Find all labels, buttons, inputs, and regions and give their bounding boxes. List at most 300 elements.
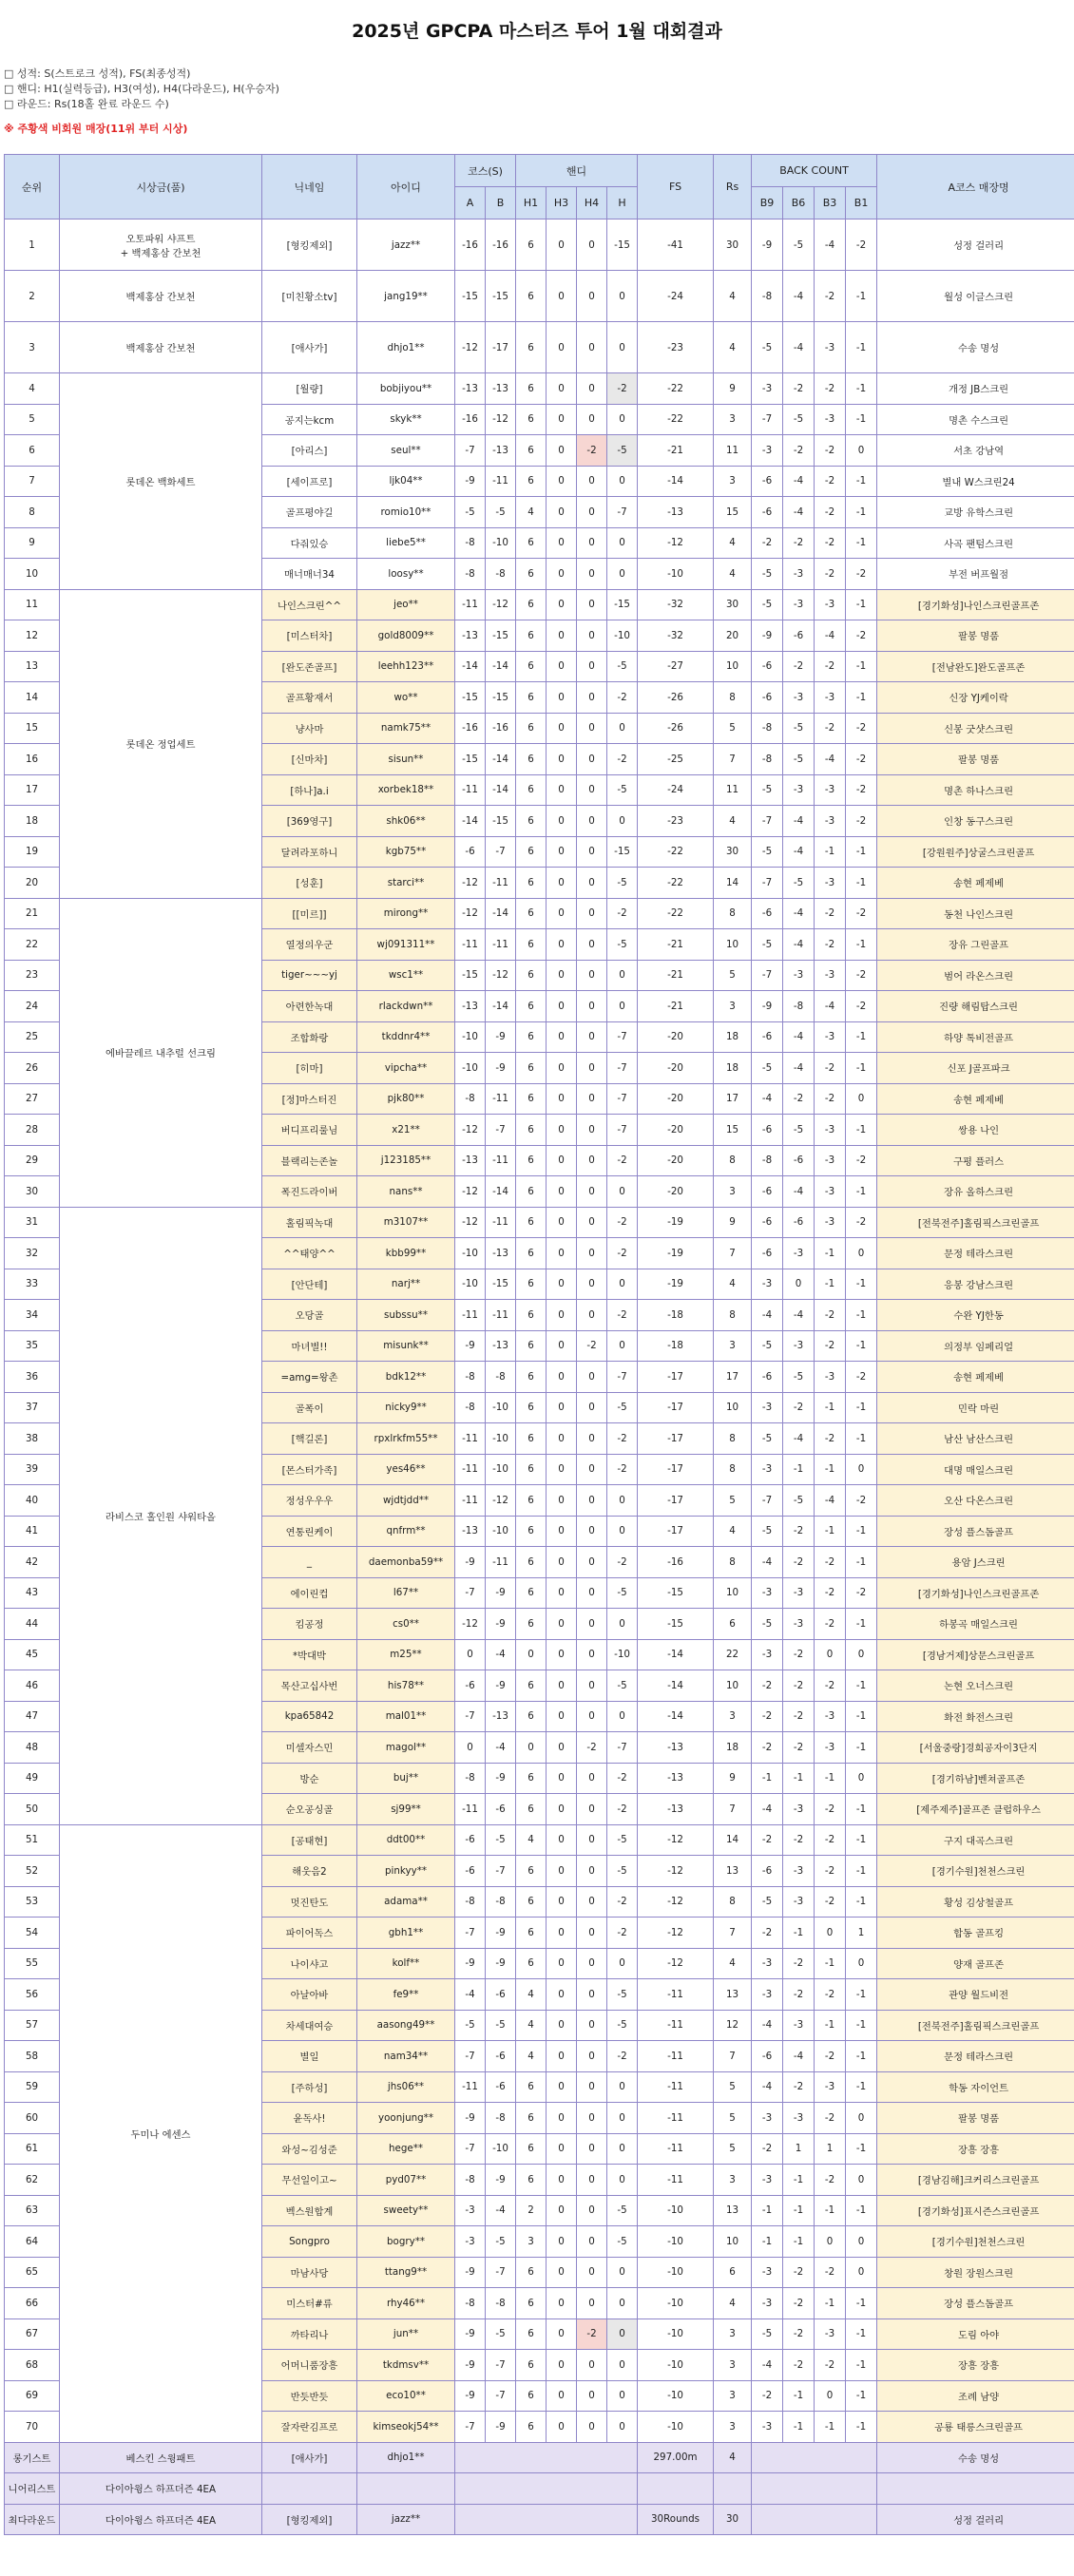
rank-cell: 28 (5, 1115, 60, 1146)
id-cell: skyk** (357, 404, 455, 435)
nickname-cell: [미친황소tv] (262, 271, 357, 322)
table-row (5, 373, 1074, 405)
course-b-cell: -5 (486, 497, 516, 528)
h-cell: 0 (607, 2412, 638, 2443)
b9-cell: -9 (752, 620, 783, 652)
store-cell: [전북전주]홀림픽스크린골프 (877, 2010, 1074, 2041)
b1-cell: -2 (846, 774, 877, 806)
rs-cell: 6 (714, 1609, 752, 1640)
award-store: 성정 걸러리 (877, 2504, 1074, 2535)
h1-cell: 2 (516, 2195, 547, 2226)
h-cell: 0 (607, 991, 638, 1022)
award-fs: 297.00m (638, 2442, 714, 2473)
header-fs: FS (638, 155, 714, 219)
id-cell: misunk** (357, 1330, 455, 1362)
h-cell: -2 (607, 1207, 638, 1238)
h4-cell: 0 (577, 1856, 607, 1887)
h4-cell: 0 (577, 929, 607, 961)
course-b-cell: -10 (486, 2133, 516, 2165)
fs-cell: -17 (638, 1362, 714, 1393)
b6-cell: -3 (783, 589, 815, 620)
h-cell: -2 (607, 2041, 638, 2072)
nickname-cell: 연통린케이 (262, 1516, 357, 1547)
h1-cell: 6 (516, 960, 547, 991)
h-cell: 0 (607, 1269, 638, 1300)
prize-cell: 두미나 에센스 (60, 1824, 262, 2442)
course-a-cell: -9 (455, 466, 486, 497)
store-cell: 신봉 굿샷스크린 (877, 713, 1074, 744)
rs-cell: 5 (714, 2071, 752, 2103)
rs-cell: 4 (714, 527, 752, 559)
h-cell: 0 (607, 806, 638, 837)
rs-cell: 20 (714, 620, 752, 652)
b1-cell: -1 (846, 271, 877, 322)
fs-cell: -41 (638, 219, 714, 271)
course-b-cell: -10 (486, 1392, 516, 1423)
id-cell: gold8009** (357, 620, 455, 652)
store-cell: 송현 페제베 (877, 868, 1074, 899)
h1-cell: 6 (516, 1670, 547, 1702)
h4-cell: 0 (577, 404, 607, 435)
b9-cell: -6 (752, 1115, 783, 1146)
b3-cell: -1 (815, 2010, 846, 2041)
rs-cell: 8 (714, 1547, 752, 1578)
b6-cell: -2 (783, 435, 815, 467)
b6-cell: -3 (783, 1856, 815, 1887)
b9-cell: -3 (752, 1948, 783, 1979)
h-cell: -2 (607, 1794, 638, 1825)
b1-cell: -1 (846, 589, 877, 620)
id-cell: aasong49** (357, 2010, 455, 2041)
rank-cell: 62 (5, 2165, 60, 2196)
b1-cell: -1 (846, 497, 877, 528)
h3-cell: 0 (547, 219, 577, 271)
rs-cell: 30 (714, 589, 752, 620)
h1-cell: 6 (516, 744, 547, 775)
course-a-cell: -7 (455, 1918, 486, 1949)
nickname-cell: 잘자란김프로 (262, 2412, 357, 2443)
rs-cell: 4 (714, 1948, 752, 1979)
prize-cell: 백제홍삼 간보천 (60, 271, 262, 322)
h3-cell: 0 (547, 1794, 577, 1825)
course-b-cell: -15 (486, 682, 516, 714)
award-label: 최다라운드 (5, 2504, 60, 2535)
rank-cell: 46 (5, 1670, 60, 1702)
award-store (877, 2473, 1074, 2505)
course-a-cell: -11 (455, 774, 486, 806)
rs-cell: 3 (714, 1330, 752, 1362)
b1-cell: 0 (846, 1238, 877, 1269)
h4-cell: 0 (577, 271, 607, 322)
rank-cell: 26 (5, 1053, 60, 1084)
h4-cell: 0 (577, 2380, 607, 2412)
award-empty (752, 2504, 877, 2535)
fs-cell: -14 (638, 1639, 714, 1670)
id-cell: dhjo1** (357, 322, 455, 373)
course-b-cell: -12 (486, 404, 516, 435)
fs-cell: -17 (638, 1454, 714, 1485)
fs-cell: -20 (638, 1021, 714, 1053)
store-cell: [경남거제]상문스크린골프 (877, 1639, 1074, 1670)
id-cell: kgb75** (357, 836, 455, 868)
id-cell: jun** (357, 2318, 455, 2350)
h3-cell: 0 (547, 435, 577, 467)
rs-cell: 3 (714, 1176, 752, 1208)
id-cell: shk06** (357, 806, 455, 837)
b6-cell: -2 (783, 1639, 815, 1670)
h-cell: -15 (607, 219, 638, 271)
b3-cell: -3 (815, 1176, 846, 1208)
course-a-cell: -14 (455, 806, 486, 837)
b3-cell: -3 (815, 682, 846, 714)
h4-cell: 0 (577, 898, 607, 929)
store-cell: 용암 J스크린 (877, 1547, 1074, 1578)
h-cell: -7 (607, 1021, 638, 1053)
b3-cell: -4 (815, 744, 846, 775)
b9-cell: -3 (752, 1577, 783, 1609)
store-cell: 신포 J골프파크 (877, 1053, 1074, 1084)
b3-cell: 0 (815, 2380, 846, 2412)
fs-cell: -13 (638, 1732, 714, 1764)
b1-cell: -2 (846, 806, 877, 837)
h1-cell: 6 (516, 1794, 547, 1825)
b9-cell: -2 (752, 1670, 783, 1702)
course-a-cell: -10 (455, 1021, 486, 1053)
h1-cell: 6 (516, 2380, 547, 2412)
b3-cell: -3 (815, 589, 846, 620)
nickname-cell: 열정의우군 (262, 929, 357, 961)
b6-cell: -5 (783, 1115, 815, 1146)
notice-non-member: ※ 주황색 비회원 매장(11위 부터 시상) (4, 123, 188, 135)
fs-cell: -17 (638, 1392, 714, 1423)
course-a-cell: -12 (455, 1115, 486, 1146)
course-a-cell: -9 (455, 1948, 486, 1979)
h1-cell: 6 (516, 1577, 547, 1609)
store-cell: 송현 페제베 (877, 1362, 1074, 1393)
h3-cell: 0 (547, 1856, 577, 1887)
h4-cell: 0 (577, 1670, 607, 1702)
store-cell: 교방 유학스크린 (877, 497, 1074, 528)
h-cell: -5 (607, 1856, 638, 1887)
id-cell: rlackdwn** (357, 991, 455, 1022)
b9-cell: -6 (752, 1021, 783, 1053)
header-nickname: 닉네임 (262, 155, 357, 219)
b3-cell: -4 (815, 1485, 846, 1517)
h3-cell: 0 (547, 1207, 577, 1238)
b6-cell: -3 (783, 1609, 815, 1640)
course-a-cell: -9 (455, 2318, 486, 2350)
store-cell: 장흥 장흥 (877, 2350, 1074, 2381)
course-a-cell: -8 (455, 2165, 486, 2196)
rs-cell: 5 (714, 960, 752, 991)
store-cell: [경기화성]나인스크린골프존 (877, 589, 1074, 620)
h-cell: -10 (607, 1639, 638, 1670)
fs-cell: -15 (638, 1609, 714, 1640)
h1-cell: 6 (516, 1485, 547, 1517)
fs-cell: -16 (638, 1547, 714, 1578)
course-b-cell: -12 (486, 960, 516, 991)
b6-cell: 0 (783, 1269, 815, 1300)
rank-cell: 18 (5, 806, 60, 837)
course-b-cell: -11 (486, 929, 516, 961)
rank-cell: 15 (5, 713, 60, 744)
b6-cell: -1 (783, 2380, 815, 2412)
id-cell: jang19** (357, 271, 455, 322)
h3-cell: 0 (547, 2133, 577, 2165)
store-cell: 사곡 팬텀스크린 (877, 527, 1074, 559)
b3-cell: 0 (815, 1639, 846, 1670)
store-cell: 수완 YJ한동 (877, 1300, 1074, 1331)
h1-cell: 6 (516, 651, 547, 682)
h-cell: -5 (607, 868, 638, 899)
prize-cell: 백제홍삼 간보천 (60, 322, 262, 373)
b3-cell: -2 (815, 1053, 846, 1084)
h1-cell: 6 (516, 2103, 547, 2134)
header-a: A (455, 187, 486, 219)
b3-cell: -2 (815, 1577, 846, 1609)
rs-cell: 7 (714, 1238, 752, 1269)
b9-cell: -4 (752, 2350, 783, 2381)
h3-cell: 0 (547, 1176, 577, 1208)
b6-cell: -2 (783, 527, 815, 559)
h3-cell: 0 (547, 898, 577, 929)
h4-cell: 0 (577, 620, 607, 652)
rs-cell: 13 (714, 2195, 752, 2226)
h4-cell: 0 (577, 1918, 607, 1949)
course-a-cell: -7 (455, 1701, 486, 1732)
store-cell: 신장 YJ케이락 (877, 682, 1074, 714)
header-h4: H4 (577, 187, 607, 219)
course-b-cell: -17 (486, 322, 516, 373)
course-b-cell: -15 (486, 271, 516, 322)
b9-cell: -4 (752, 2071, 783, 2103)
header-prize: 시상금(품) (60, 155, 262, 219)
b1-cell: -2 (846, 1362, 877, 1393)
award-id: dhjo1** (357, 2442, 455, 2473)
rank-cell: 14 (5, 682, 60, 714)
b9-cell: -8 (752, 271, 783, 322)
rank-cell: 6 (5, 435, 60, 467)
b3-cell: -2 (815, 527, 846, 559)
nickname-cell: 목산고십사번 (262, 1670, 357, 1702)
nickname-cell: 홀림픽녹대 (262, 1207, 357, 1238)
course-b-cell: -11 (486, 868, 516, 899)
b3-cell: -1 (815, 1516, 846, 1547)
h3-cell: 0 (547, 1392, 577, 1423)
store-cell: [전북전주]홀림픽스크린골프 (877, 1207, 1074, 1238)
b9-cell: -5 (752, 836, 783, 868)
b3-cell: -3 (815, 1021, 846, 1053)
header-store: A코스 매장명 (877, 155, 1074, 219)
course-b-cell: -10 (486, 527, 516, 559)
fs-cell: -17 (638, 1423, 714, 1455)
id-cell: bogry** (357, 2226, 455, 2258)
fs-cell: -12 (638, 1856, 714, 1887)
course-b-cell: -14 (486, 744, 516, 775)
b3-cell: -2 (815, 2103, 846, 2134)
rs-cell: 4 (714, 806, 752, 837)
h4-cell: 0 (577, 2195, 607, 2226)
course-a-cell: -11 (455, 1423, 486, 1455)
rs-cell: 17 (714, 1083, 752, 1115)
rs-cell: 4 (714, 2288, 752, 2319)
nickname-cell: [아리스] (262, 435, 357, 467)
fs-cell: -10 (638, 2288, 714, 2319)
id-cell: rhy46** (357, 2288, 455, 2319)
h-cell: -2 (607, 1238, 638, 1269)
fs-cell: -32 (638, 589, 714, 620)
b9-cell: -2 (752, 1918, 783, 1949)
nickname-cell: _ (262, 1547, 357, 1578)
fs-cell: -22 (638, 836, 714, 868)
h4-cell: 0 (577, 1269, 607, 1300)
b3-cell: -3 (815, 1115, 846, 1146)
b9-cell: -3 (752, 1979, 783, 2011)
fs-cell: -10 (638, 559, 714, 590)
fs-cell: -13 (638, 1794, 714, 1825)
header-rank: 순위 (5, 155, 60, 219)
h-cell: 0 (607, 2318, 638, 2350)
store-cell: 인창 동구스크린 (877, 806, 1074, 837)
course-a-cell: -13 (455, 1516, 486, 1547)
h4-cell: 0 (577, 713, 607, 744)
course-b-cell: -8 (486, 2288, 516, 2319)
b6-cell: -4 (783, 836, 815, 868)
h3-cell: 0 (547, 774, 577, 806)
b9-cell: -5 (752, 1423, 783, 1455)
h3-cell: 0 (547, 1609, 577, 1640)
h4-cell: 0 (577, 2010, 607, 2041)
course-b-cell: -4 (486, 1639, 516, 1670)
header-b6: B6 (783, 187, 815, 219)
course-b-cell: -7 (486, 836, 516, 868)
id-cell: m25** (357, 1639, 455, 1670)
h1-cell: 6 (516, 1053, 547, 1084)
h1-cell: 6 (516, 1609, 547, 1640)
rs-cell: 4 (714, 559, 752, 590)
h4-cell: 0 (577, 2103, 607, 2134)
rank-cell: 60 (5, 2103, 60, 2134)
b1-cell: 0 (846, 1763, 877, 1794)
b6-cell: -3 (783, 1238, 815, 1269)
h-cell: 0 (607, 1948, 638, 1979)
h4-cell: 0 (577, 1516, 607, 1547)
fs-cell: -13 (638, 497, 714, 528)
course-a-cell: -9 (455, 2257, 486, 2288)
h4-cell: 0 (577, 744, 607, 775)
b1-cell: 1 (846, 1918, 877, 1949)
store-cell: 공룡 태릉스크린골프 (877, 2412, 1074, 2443)
course-a-cell: -12 (455, 322, 486, 373)
rank-cell: 31 (5, 1207, 60, 1238)
nickname-cell: 버디프리룰님 (262, 1115, 357, 1146)
nickname-cell: 나이샤고 (262, 1948, 357, 1979)
b9-cell: -2 (752, 1701, 783, 1732)
rank-cell: 69 (5, 2380, 60, 2412)
id-cell: adama** (357, 1886, 455, 1918)
store-cell: 구지 대곡스크린 (877, 1824, 1074, 1856)
h3-cell: 0 (547, 1701, 577, 1732)
h3-cell: 0 (547, 1948, 577, 1979)
table-row (5, 589, 1074, 620)
rank-cell: 47 (5, 1701, 60, 1732)
b1-cell: -1 (846, 404, 877, 435)
fs-cell: -20 (638, 1115, 714, 1146)
rank-cell: 65 (5, 2257, 60, 2288)
b3-cell: -2 (815, 1609, 846, 1640)
b1-cell: -2 (846, 1207, 877, 1238)
course-b-cell: -13 (486, 1701, 516, 1732)
nickname-cell: [핵길론] (262, 1423, 357, 1455)
h1-cell: 4 (516, 1824, 547, 1856)
course-b-cell: -9 (486, 2165, 516, 2196)
store-cell: 합동 골프킹 (877, 1918, 1074, 1949)
b6-cell: -4 (783, 898, 815, 929)
rs-cell: 4 (714, 271, 752, 322)
b6-cell: -3 (783, 682, 815, 714)
b3-cell: -2 (815, 1670, 846, 1702)
h-cell: -2 (607, 1300, 638, 1331)
course-b-cell: -14 (486, 651, 516, 682)
h3-cell: 0 (547, 713, 577, 744)
store-cell: 명촌 하나스크린 (877, 774, 1074, 806)
course-b-cell: -12 (486, 1485, 516, 1517)
h-cell: -5 (607, 1979, 638, 2011)
h1-cell: 6 (516, 435, 547, 467)
h-cell: 0 (607, 2288, 638, 2319)
store-cell: 문정 테라스크린 (877, 1238, 1074, 1269)
table-row (5, 219, 1074, 271)
rs-cell: 8 (714, 1145, 752, 1176)
b3-cell: -3 (815, 868, 846, 899)
course-b-cell: -5 (486, 1824, 516, 1856)
award-nickname: [형킹제외] (262, 2504, 357, 2535)
fs-cell: -17 (638, 1485, 714, 1517)
store-cell: 장유 그린골프 (877, 929, 1074, 961)
h3-cell: 0 (547, 2041, 577, 2072)
b1-cell: -1 (846, 2041, 877, 2072)
b9-cell: -3 (752, 2288, 783, 2319)
h1-cell: 6 (516, 898, 547, 929)
b9-cell: -3 (752, 435, 783, 467)
footer-row (5, 2442, 1074, 2473)
h4-cell: 0 (577, 1979, 607, 2011)
award-prize: 베스킨 스윙패트 (60, 2442, 262, 2473)
h1-cell: 6 (516, 1701, 547, 1732)
b6-cell: -8 (783, 991, 815, 1022)
b9-cell: -9 (752, 219, 783, 271)
id-cell: pyd07** (357, 2165, 455, 2196)
course-b-cell: -7 (486, 2257, 516, 2288)
h1-cell: 6 (516, 1918, 547, 1949)
h3-cell: 0 (547, 651, 577, 682)
nickname-cell: 마남사당 (262, 2257, 357, 2288)
award-fs: 30Rounds (638, 2504, 714, 2535)
h3-cell: 0 (547, 559, 577, 590)
fs-cell: -23 (638, 806, 714, 837)
b3-cell: -2 (815, 1794, 846, 1825)
b3-cell: 0 (815, 1918, 846, 1949)
store-cell: 팔봉 명품 (877, 744, 1074, 775)
h3-cell: 0 (547, 589, 577, 620)
h1-cell: 6 (516, 589, 547, 620)
b9-cell: -6 (752, 2041, 783, 2072)
h1-cell: 6 (516, 1021, 547, 1053)
store-cell: 황성 김상철골프 (877, 1886, 1074, 1918)
rs-cell: 8 (714, 898, 752, 929)
rank-cell: 24 (5, 991, 60, 1022)
h1-cell: 6 (516, 1083, 547, 1115)
